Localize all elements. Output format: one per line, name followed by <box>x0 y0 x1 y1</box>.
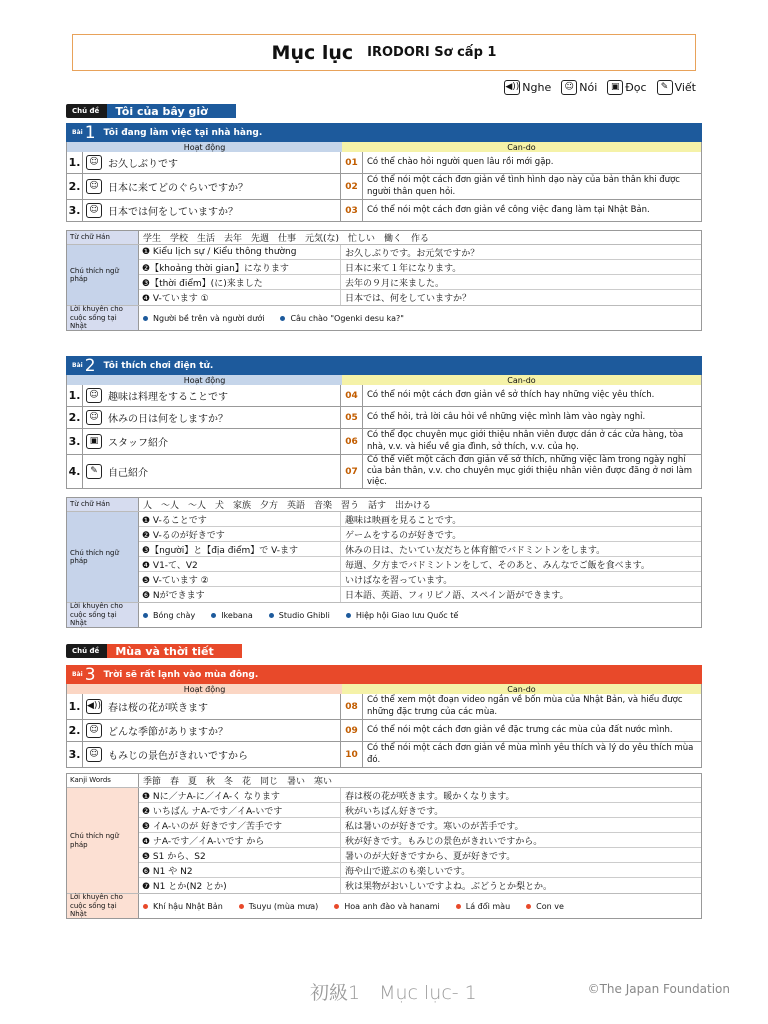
chude-tag: Chủ đề <box>66 644 107 658</box>
activity-desc <box>83 385 341 406</box>
grammar-row <box>67 788 701 894</box>
grammar-example: 海や山で遊ぶのも楽しいです。 <box>345 866 471 877</box>
grammar-item <box>139 803 701 818</box>
activity-jp: もみじの景色がきれいですから <box>108 751 248 762</box>
activity-desc <box>83 455 341 488</box>
activity-row <box>66 742 702 768</box>
grammar-item <box>139 878 701 893</box>
tip-text: Tsuyu (mùa mưa) <box>248 901 319 911</box>
column-header <box>66 684 702 694</box>
ear-icon: ◀)) <box>86 699 102 714</box>
activity-row <box>66 429 702 455</box>
grammar-example: 秋がいちばん好きです。 <box>345 806 444 817</box>
grammar-item <box>139 788 701 803</box>
bullet-dot <box>280 316 285 321</box>
write-icon: ✎ <box>657 80 673 95</box>
lesson-number: 2 <box>84 355 96 376</box>
grammar-pattern: ❹ V1-て、V2 <box>139 557 341 571</box>
legend-item <box>657 80 696 95</box>
grammar-example: 休みの日は、たいてい友だちと体育館でバドミントンをします。 <box>345 545 606 556</box>
tip-item <box>143 902 223 911</box>
page-subtitle: IRODORI Sơ cấp 1 <box>367 45 497 60</box>
grammar-example: お久しぶりです。お元気ですか？ <box>345 248 480 259</box>
kanji-list: 人 〜人 〜人 犬 家族 夕方 英語 音楽 習う 話す 出かける <box>143 501 432 511</box>
legend-label: Nghe <box>522 81 552 94</box>
bullet-dot <box>143 904 148 909</box>
tip-text: Người bề trên và người dưới <box>153 313 265 323</box>
bullet-dot <box>211 613 216 618</box>
activity-number: 2. <box>67 407 83 428</box>
activity-row <box>66 152 702 174</box>
lesson-title: Trời sẽ rất lạnh vào mùa đông. <box>103 669 259 680</box>
cando-number: 06 <box>341 429 363 454</box>
tip-item <box>143 611 195 620</box>
speak-icon: ☺ <box>86 388 102 403</box>
grammar-pattern: ❶ Kiểu lịch sự / Kiểu thông thường <box>139 245 341 259</box>
activity-desc <box>83 200 341 221</box>
tip-text: Hiệp hội Giao lưu Quốc tế <box>355 610 459 620</box>
cando-text: Có thể đọc chuyên mục giới thiệu nhân viên được dán ở các cửa hàng, tòa nhà, v.v. và hiểu về gia đình, sở thích, v.v. của họ. <box>367 430 684 452</box>
tip-item <box>211 611 253 620</box>
activity-number: 2. <box>67 174 83 199</box>
activity-row <box>66 385 702 407</box>
grammar-row <box>67 512 701 603</box>
activity-jp: 自己紹介 <box>108 468 148 479</box>
grammar-item <box>139 818 701 833</box>
cando-text: Có thể nói một cách đơn giản về tình hình dạo này của bản thân khi được người thân quen hỏi. <box>367 175 680 197</box>
grammar-example: 日本に来て１年になります。 <box>345 263 462 274</box>
activity-row <box>66 200 702 222</box>
speak-icon: ☺ <box>86 179 102 194</box>
activity-desc <box>83 720 341 741</box>
grammar-example: 暑いのが大好きですから、夏が好きです。 <box>345 851 516 862</box>
lesson-banner <box>66 665 702 684</box>
activity-jp: どんな季節がありますか？ <box>108 727 228 738</box>
legend-item <box>504 80 551 95</box>
activity-desc <box>83 742 341 767</box>
grammar-pattern: ❻ N1 や N2 <box>139 863 341 877</box>
write-icon: ✎ <box>86 464 102 479</box>
cando-text: Có thể chào hỏi người quen lâu rồi mới gặp. <box>367 156 554 167</box>
grammar-pattern: ❺ V-ています ② <box>139 572 341 586</box>
tip-text: Studio Ghibli <box>278 610 330 620</box>
grammar-item <box>139 290 701 305</box>
activity-desc <box>83 694 341 719</box>
grammar-label: Chú thích ngữ pháp <box>67 788 139 893</box>
activity-jp: 日本に来てどのぐらいですか？ <box>108 183 248 194</box>
tip-text: Ikebana <box>221 610 253 620</box>
tip-item <box>526 902 564 911</box>
tips-label: Lời khuyên cho cuộc sống tại Nhật <box>67 894 139 918</box>
grammar-item <box>139 527 701 542</box>
cando-number: 04 <box>341 385 363 406</box>
tip-item <box>269 611 330 620</box>
grammar-item <box>139 833 701 848</box>
tips-list <box>139 603 701 627</box>
cando-text: Có thể nói một cách đơn giản về đặc trưng các mùa của đất nước mình. <box>367 724 673 735</box>
tips-label: Lời khuyên cho cuộc sống tại Nhật <box>67 603 139 627</box>
bullet-dot <box>239 904 244 909</box>
legend-label: Viết <box>674 81 696 94</box>
column-header <box>66 142 702 152</box>
activity-row <box>66 455 702 489</box>
grammar-example: 毎週、夕方までバドミントンをして、そのあと、みんなでご飯を食べます。 <box>345 560 650 571</box>
grammar-list <box>139 788 701 893</box>
ear-icon: ◀)) <box>504 80 520 95</box>
grammar-item <box>139 542 701 557</box>
speak-icon: ☺ <box>86 723 102 738</box>
activity-jp: 日本では何をしていますか？ <box>108 207 238 218</box>
grammar-pattern: ❷ いちばん ナA-です／イA-いです <box>139 803 341 817</box>
kanji-label: Từ chữ Hán <box>67 498 139 511</box>
grammar-item <box>139 572 701 587</box>
cando-number: 01 <box>341 152 363 173</box>
activity-number: 2. <box>67 720 83 741</box>
kanji-row <box>67 231 701 245</box>
page-title: Mục lục <box>271 41 354 64</box>
lesson-banner <box>66 123 702 142</box>
bai-label: Bài <box>72 362 83 369</box>
kanji-label: Từ chữ Hán <box>67 231 139 244</box>
tip-item <box>239 902 318 911</box>
grammar-item <box>139 245 701 260</box>
grammar-item <box>139 260 701 275</box>
tip-text: Hoa anh đào và hanami <box>344 901 440 911</box>
cando-text: Có thể xem một đoạn video ngắn về bốn mùa của Nhật Bản, và hiểu được những đặc trưng của các mùa. <box>367 695 683 717</box>
grammar-pattern: ❶ Nに／ナA-に／イA-く なります <box>139 788 341 802</box>
cando-number: 10 <box>341 742 363 767</box>
grammar-pattern: ❹ V-ています ① <box>139 290 341 305</box>
cando-text: Có thể nói một cách đơn giản về mùa mình yêu thích và lý do yêu thích mùa đó. <box>367 743 694 765</box>
grammar-pattern: ❹ ナA-です／イA-いです から <box>139 833 341 847</box>
activity-row <box>66 407 702 429</box>
tips-list <box>139 306 701 330</box>
activity-row <box>66 694 702 720</box>
column-header <box>66 375 702 385</box>
cando-header: Can-do <box>342 375 701 385</box>
tip-item <box>456 902 510 911</box>
bai-label: Bài <box>72 671 83 678</box>
tip-item <box>334 902 440 911</box>
read-icon: ▣ <box>607 80 623 95</box>
grammar-example: 日本では、何をしていますか？ <box>345 294 472 304</box>
grammar-list <box>139 245 701 305</box>
grammar-example: いけばなを習っています。 <box>345 575 453 586</box>
activity-header: Hoạt động <box>67 375 342 385</box>
tips-row <box>67 603 701 627</box>
cando-text: Có thể hỏi, trả lời câu hỏi về những việc mình làm vào ngày nghỉ. <box>367 411 646 422</box>
activity-number: 1. <box>67 694 83 719</box>
title-box <box>72 34 696 71</box>
lesson-3 <box>66 665 702 768</box>
read-icon: ▣ <box>86 434 102 449</box>
activity-number: 3. <box>67 200 83 221</box>
lesson-title: Tôi đang làm việc tại nhà hàng. <box>103 127 263 138</box>
activity-number: 3. <box>67 429 83 454</box>
grammar-pattern: ❷ V-るのが好きです <box>139 527 341 541</box>
footer-copyright: ©The Japan Foundation <box>587 982 730 996</box>
activity-jp: 春は桜の花が咲きます <box>108 703 208 714</box>
grammar-list <box>139 512 701 602</box>
grammar-example: 私は暑いのが好きです。寒いのが苦手です。 <box>345 821 524 832</box>
lesson-2 <box>66 356 702 489</box>
cando-text: Có thể viết một cách đơn giản về sở thích, những việc làm trong ngày nghỉ của bản thân, v.v. cho chuyên mục giới thiệu nhân viên được đăng ở nơi làm việc. <box>367 454 693 488</box>
bullet-dot <box>334 904 339 909</box>
theme-title: Tôi của bây giờ <box>107 104 235 118</box>
lesson-title: Tôi thích chơi điện tử. <box>103 360 214 371</box>
lesson-2-grammar <box>66 497 702 628</box>
bullet-dot <box>526 904 531 909</box>
bullet-dot <box>269 613 274 618</box>
theme-header-2 <box>66 644 242 658</box>
legend-label: Đọc <box>625 81 647 94</box>
lesson-3-grammar <box>66 773 702 919</box>
grammar-example: 春は桜の花が咲きます。暖かくなります。 <box>345 791 515 802</box>
theme-header-1 <box>66 104 236 118</box>
grammar-example: 秋が好きです。もみじの景色がきれいですから。 <box>345 836 543 847</box>
tip-item <box>280 314 403 323</box>
lesson-1 <box>66 123 702 222</box>
activity-jp: スタッフ紹介 <box>108 438 168 449</box>
speak-icon: ☺ <box>86 747 102 762</box>
activity-header: Hoạt động <box>67 684 342 694</box>
kanji-row <box>67 774 701 788</box>
cando-number: 08 <box>341 694 363 719</box>
bai-label: Bài <box>72 129 83 136</box>
bullet-dot <box>143 316 148 321</box>
speak-icon: ☺ <box>86 155 102 170</box>
tip-text: Bóng chày <box>153 610 196 620</box>
cando-number: 03 <box>341 200 363 221</box>
tip-item <box>346 611 458 620</box>
lesson-number: 1 <box>84 122 96 143</box>
grammar-pattern: ❸ イA-いのが 好きです／苦手です <box>139 818 341 832</box>
activity-desc <box>83 174 341 199</box>
activity-desc <box>83 152 341 173</box>
kanji-label: Kanji Words <box>67 774 139 787</box>
tip-item <box>143 314 264 323</box>
tips-label: Lời khuyên cho cuộc sống tại Nhật <box>67 306 139 330</box>
cando-number: 02 <box>341 174 363 199</box>
kanji-list: 季節 春 夏 秋 冬 花 同じ 暑い 寒い <box>143 777 333 787</box>
grammar-item <box>139 587 701 602</box>
lesson-number: 3 <box>84 664 96 685</box>
tip-text: Con ve <box>536 901 564 911</box>
kanji-row <box>67 498 701 512</box>
activity-desc <box>83 407 341 428</box>
legend-item <box>607 80 646 95</box>
speak-icon: ☺ <box>86 410 102 425</box>
grammar-example: 秋は果物がおいしいですよね。ぶどうとか梨とか。 <box>345 882 553 892</box>
bullet-dot <box>346 613 351 618</box>
lesson-banner <box>66 356 702 375</box>
activity-number: 1. <box>67 385 83 406</box>
bullet-dot <box>456 904 461 909</box>
tip-text: Câu chào "Ogenki desu ka?" <box>290 313 404 323</box>
cando-header: Can-do <box>342 684 701 694</box>
tip-text: Khí hậu Nhật Bản <box>153 901 223 911</box>
activity-row <box>66 174 702 200</box>
cando-text: Có thể nói một cách đơn giản về sở thích hay những việc yêu thích. <box>367 389 655 400</box>
grammar-item <box>139 512 701 527</box>
activity-jp: お久しぶりです <box>108 159 178 170</box>
speak-icon: ☺ <box>86 203 102 218</box>
cando-number: 07 <box>341 455 363 488</box>
footer-page: 初級1 Mục lục- 1 <box>310 982 477 1004</box>
grammar-pattern: ❷【khoảng thời gian】になります <box>139 260 341 274</box>
tips-list <box>139 894 701 918</box>
grammar-example: 趣味は映画を見ることです。 <box>345 515 462 526</box>
grammar-row <box>67 245 701 306</box>
activity-desc <box>83 429 341 454</box>
grammar-pattern: ❼ N1 とか(N2 とか) <box>139 878 341 893</box>
grammar-pattern: ❺ S1 から、S2 <box>139 848 341 862</box>
grammar-pattern: ❸【thời điểm】(に)来ました <box>139 275 341 289</box>
activity-number: 3. <box>67 742 83 767</box>
lesson-1-grammar <box>66 230 702 331</box>
activity-number: 1. <box>67 152 83 173</box>
grammar-pattern: ❻ Nができます <box>139 587 341 602</box>
theme-title: Mùa và thời tiết <box>107 644 241 658</box>
grammar-item <box>139 848 701 863</box>
bullet-dot <box>143 613 148 618</box>
activity-row <box>66 720 702 742</box>
grammar-label: Chú thích ngữ pháp <box>67 245 139 305</box>
cando-header: Can-do <box>342 142 701 152</box>
activity-number: 4. <box>67 455 83 488</box>
grammar-item <box>139 863 701 878</box>
tips-row <box>67 306 701 330</box>
kanji-list: 学生 学校 生活 去年 先週 仕事 元気(な) 忙しい 働く 作る <box>143 234 430 244</box>
cando-number: 09 <box>341 720 363 741</box>
grammar-item <box>139 275 701 290</box>
grammar-item <box>139 557 701 572</box>
tips-row <box>67 894 701 918</box>
activity-jp: 休みの日は何をしますか？ <box>108 414 228 425</box>
grammar-example: 去年の９月に来ました。 <box>345 278 445 289</box>
chude-tag: Chủ đề <box>66 104 107 118</box>
grammar-label: Chú thích ngữ pháp <box>67 512 139 602</box>
cando-text: Có thể nói một cách đơn giản về công việc đang làm tại Nhật Bản. <box>367 204 650 215</box>
grammar-example: ゲームをするのが好きです。 <box>345 530 462 541</box>
legend-label: Nói <box>579 81 598 94</box>
activity-jp: 趣味は料理をすることです <box>108 392 228 403</box>
grammar-pattern: ❸【người】と【địa điểm】で V-ます <box>139 542 341 556</box>
grammar-pattern: ❶ V-ることです <box>139 512 341 526</box>
cando-number: 05 <box>341 407 363 428</box>
legend-item <box>561 80 597 95</box>
activity-header: Hoạt động <box>67 142 342 152</box>
speak-icon: ☺ <box>561 80 577 95</box>
grammar-example: 日本語、英語、フィリピノ語、スペイン語ができます。 <box>345 591 569 601</box>
skill-legend <box>504 80 696 95</box>
tip-text: Lá đổi màu <box>465 901 511 911</box>
